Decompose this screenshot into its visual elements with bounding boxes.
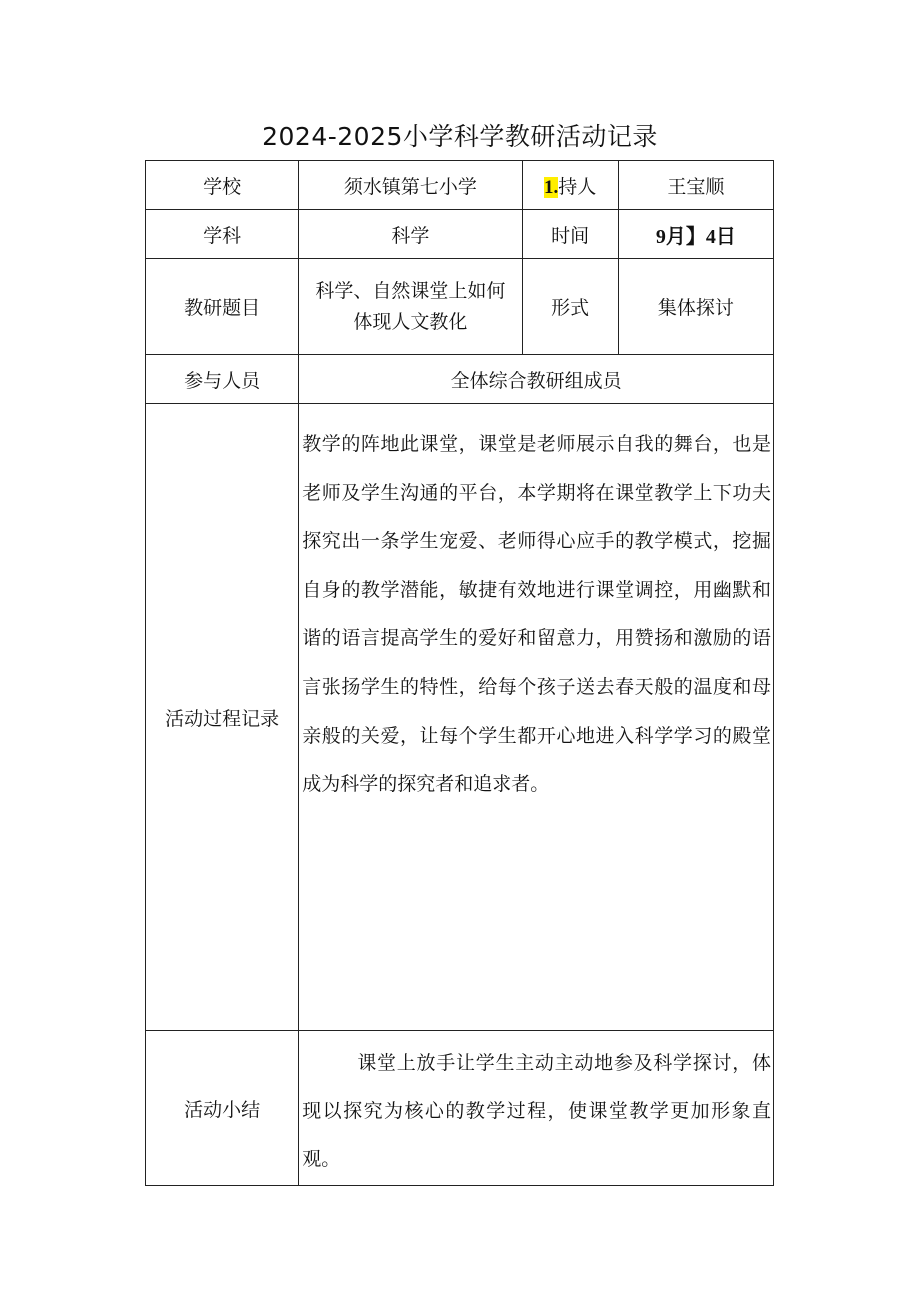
host-label	[522, 161, 618, 210]
time-value-text: 9月】4日	[655, 225, 736, 248]
process-record-cell	[299, 404, 774, 1031]
table-row	[146, 259, 774, 355]
participants-value: 全体综合教研组成员	[299, 355, 774, 404]
host-label-rest: 持人	[558, 175, 597, 198]
time-label: 时间	[522, 210, 618, 259]
school-value: 须水镇第七小学	[299, 161, 522, 210]
process-record-text: 教学的阵地此课堂，课堂是老师展示自我的舞台，也是老师及学生沟通的平台，本学期将在课堂教学上下功夫探究出一条学生宠爱、老师得心应手的教学模式，挖掘自身的教学潜能，敏捷有效地进行课堂调控，用幽默和谐的语言提高学生的爱好和留意力，用赞扬和激励的语言张扬学生的特性，给每个孩子送去春天般的温度和母亲般的关爱，让每个学生都开心地进入科学学习的殿堂成为科学的探究者和追求者。	[302, 433, 771, 796]
table-row	[146, 404, 774, 1031]
host-value: 王宝顺	[618, 161, 773, 210]
host-label-highlight: 1.	[544, 176, 559, 198]
participants-label: 参与人员	[146, 355, 299, 404]
table-row	[146, 210, 774, 259]
summary-label: 活动小结	[146, 1031, 299, 1186]
topic-value-text: 科学、自然课堂上如何体现人文教化	[315, 279, 506, 333]
school-label: 学校	[146, 161, 299, 210]
table-row	[146, 1031, 774, 1186]
topic-label: 教研题目	[146, 259, 299, 355]
time-value	[618, 210, 773, 259]
activity-record-table	[145, 160, 774, 1186]
subject-value: 科学	[299, 210, 522, 259]
form-label: 形式	[522, 259, 618, 355]
page-title: 2024-2025小学科学教研活动记录	[262, 122, 658, 151]
summary-cell	[299, 1031, 774, 1186]
form-value: 集体探讨	[618, 259, 773, 355]
subject-label: 学科	[146, 210, 299, 259]
summary-text: 课堂上放手让学生主动主动地参及科学探讨，体现以探究为核心的教学过程，使课堂教学更加形象直观。	[302, 1052, 771, 1170]
table-row	[146, 355, 774, 404]
table-row	[146, 161, 774, 210]
process-label: 活动过程记录	[146, 404, 299, 1031]
topic-value	[299, 259, 522, 355]
